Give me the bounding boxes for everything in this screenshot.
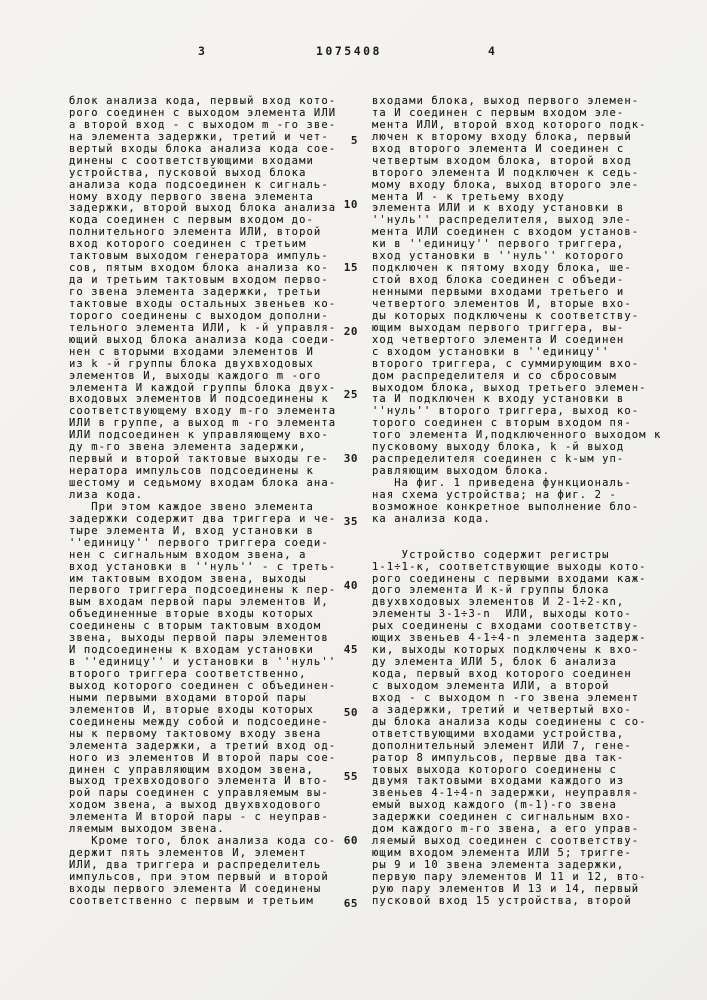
line-number: 30 xyxy=(343,452,358,465)
right-column-text: входами блока, выход первого элемен- та И соединен с первым входом эле- мента ИЛИ, второй вход которого подк- лючен к второму входу блока, первый вход второго элемента И соединен с четвертым входом блока, второй вход второго элемента И подключен к седь- мому входу блока, выход второго эле- мента И - к третьему входу элемента ИЛИ и к входу установки в ''нуль'' распределителя, выход эле- мента ИЛИ соединен с входом установ- ки в ''единицу'' первого триггера, вход установки в ''нуль'' которого подключен к пятому входу блока, ше- стой вход блока соединен с объеди- ненными первыми входами третьего и четвертого элементов И, вторые вхо- ды которых подключены к соответству- ющим выходам первого триггера, вы- ход четвертого элемента И соединен с входом установки в ''единицу'' второго триггера, с суммирующим вхо- дом распределителя и со сбросовым выходом блока, выход третьего элемен- та И подключен к входу установки в ''нуль'' второго триггера, выход ко- торого соединен с вторым входом пя- того элемента И,подключенного выходом к пусковому выходу блока, k -й выход распределителя соединен с k-ым уп- равляющим выходом блока. На фиг. 1 приведена функциональ- ная схема устройства; на фиг. 2 - возможное конкретное выполнение бло- ка анализа кода. Устройство содержит регистры 1-1÷1-к, соответствующие выходы кото- рого соединены с первыми входами каж- дого элемента И к-й группы блока двухвходовых элементов И 2-1÷2-кn, элементы 3-1÷3-n ИЛИ, выходы кото- рых соединены с входами соответству- ющих звеньев 4-1÷4-n элемента задерж- ки, выходы которых подключены к вхо- ду элемента ИЛИ 5, блок 6 анализа кода, первый вход которого соединен с выходом элемента ИЛИ, а второй вход - с выходом n -го звена элемент а задержки, третий и четвертый вхо- ды блока анализа коды соединены с со- ответствующими входами устройства, дополнительный элемент ИЛИ 7, гене- ратор 8 импульсов, первые два так- товых выхода которого соединены с двумя тактовыми входами каждого из звеньев 4-1÷4-n задержки, неуправля- емый выход каждого (m-1)-го звена задержки соединен с сигнальным вхо- дом каждого m-го звена, а его управ- ляемый выход соединен с соответству- ющим входом элемента ИЛИ 5; тригге- ры 9 и 10 звена элемента задержки, первую пару элементов И 11 и 12, вто- рую пару элементов И 13 и 14, первый пусковой вход 15 устройства, второй xyxy=(372,95,662,907)
line-number: 45 xyxy=(343,643,358,656)
left-column-text: блок анализа кода, первый вход кото- рого соединен с выходом элемента ИЛИ а второй вход - с выходом m -го зве- на элемента задержки, третий и чет- вертый входы блока анализа кода сое- динены с соответствующими входами устройства, пусковой выход блока анализа кода подсоединен к сигналь- ному входу первого звена элемента задержки, второй выход блока анализа кода соединен с первым входом до- полнительного элемента ИЛИ, второй вход которого соединен с третьим тактовым выходом генератора импуль- сов, пятым входом блока анализа ко- да и третьим тактовым входом перво- го звена элемента задержки, третьи тактовые входы остальных звеньев ко- торого соединены с выходом дополни- тельного элемента ИЛИ, k -й управля- ющий выход блока анализа кода соеди- нен с вторыми входами элементов И из k -й группы блока двухвходовых элементов И, выходы каждого m -ого элемента И каждой группы блока двух- входовых элементов И подсоединены к соответствующему входу m-го элемента ИЛИ в группе, а выход m -го элемента ИЛИ подсоединен к управляющему вхо- ду m-го звена элемента задержки, первый и второй тактовые выходы ге- нератора импульсов подсоединены к шестому и седьмому входам блока ана- лиза кода. При этом каждое звено элемента задержки содержит два триггера и че- тыре элемента И, вход установки в ''единицу'' первого триггера соеди- нен с сигнальным входом звена, а вход установки в ''нуль'' - с треть- им тактовым входом звена, выходы первого триггера подсоединены к пер- вым входам первой пары элементов И, объединенные вторые входы которых соединены с вторым тактовым входом звена, выходы первой пары элементов И подсоединены к входам установки в ''единицу'' и установки в ''нуль'' второго триггера соответственно, выход которого соединен с объединен- ными первыми входами второй пары элементов И, вторые входы которых соединены между собой и подсоедине- ны к первому тактовому входу звена элемента задержки, а третий вход од- ного из элементов И второй пары сое- динен с управляющим входом звена, выход трехвходового элемента И вто- рой пары соединен с управляемым вы- ходом звена, а выход двухвходового элемента И второй пары - с неуправ- ляемым выходом звена. Кроме того, блок анализа кода со- держит пять элементов И, элемент ИЛИ, два триггера и распределитель импульсов, при этом первый и второй входы первого элемента И соединены соответственно с первым и третьим xyxy=(69,95,337,907)
line-number: 50 xyxy=(343,706,358,719)
page-number-left: 3 xyxy=(198,44,206,58)
page-number-right: 4 xyxy=(488,44,496,58)
line-number: 60 xyxy=(343,834,358,847)
line-number: 20 xyxy=(343,325,358,338)
document-number: 1075408 xyxy=(316,44,382,58)
line-number: 25 xyxy=(343,388,358,401)
line-number: 55 xyxy=(343,770,358,783)
line-number: 65 xyxy=(343,897,358,910)
line-number: 40 xyxy=(343,579,358,592)
line-number: 10 xyxy=(343,198,358,211)
line-number: 15 xyxy=(343,261,358,274)
line-number: 5 xyxy=(350,134,358,147)
line-number: 35 xyxy=(343,515,358,528)
